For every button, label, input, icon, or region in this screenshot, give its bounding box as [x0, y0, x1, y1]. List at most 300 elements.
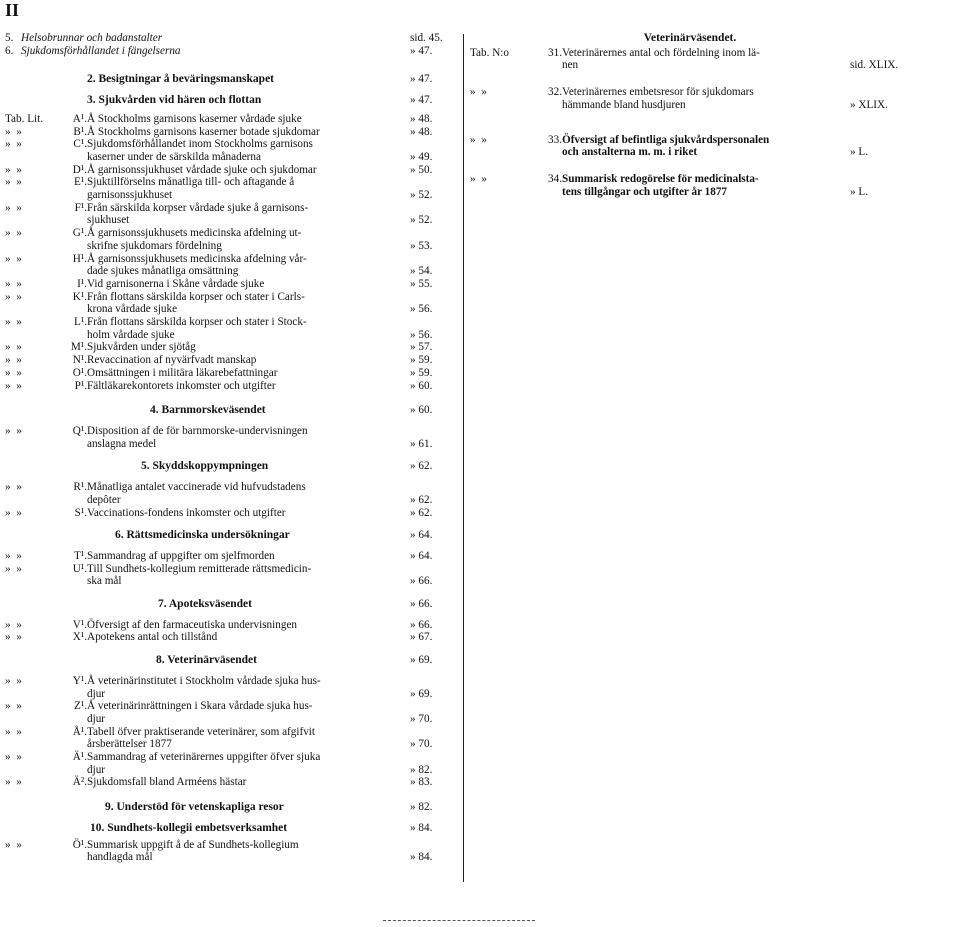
toc-entry [5, 563, 456, 588]
table-key: D¹. [72, 163, 87, 176]
spacer [5, 667, 456, 675]
table-ref [5, 202, 87, 215]
page-ref: » 66. [410, 575, 433, 588]
page-ref: » 62. [410, 506, 433, 519]
table-ref [5, 425, 87, 438]
section-heading [5, 654, 456, 667]
left-column [5, 32, 456, 864]
table-ref [5, 700, 87, 713]
spacer [5, 392, 456, 404]
table-ref [5, 550, 87, 563]
page-ref: » 61. [410, 437, 433, 450]
table-ref [5, 367, 87, 380]
entry-title [562, 134, 847, 159]
entry-title [87, 675, 407, 700]
table-prefix: » » [5, 562, 22, 575]
page-ref: » 50. [410, 163, 433, 176]
table-prefix: » » [5, 176, 22, 189]
toc-entry [5, 481, 456, 506]
table-prefix: » » [5, 631, 22, 644]
table-prefix: » » [5, 277, 22, 290]
table-key: T¹. [74, 549, 87, 562]
table-prefix: » » [5, 379, 22, 392]
spacer [5, 86, 456, 94]
table-prefix: Tab. N:o [470, 46, 509, 59]
toc-entry [5, 278, 456, 291]
table-prefix: » » [5, 838, 22, 851]
table-prefix: » » [5, 776, 22, 789]
entry-title [87, 253, 407, 278]
spacer [5, 611, 456, 619]
page-ref: » 48. [410, 125, 433, 138]
table-prefix: » » [5, 252, 22, 265]
entry-title [562, 47, 847, 72]
page-ref: sid. XLIX. [850, 59, 899, 72]
table-prefix: » » [5, 163, 22, 176]
toc-entry [5, 550, 456, 563]
table-ref [5, 341, 87, 354]
table-prefix: » » [5, 341, 22, 354]
section-heading [5, 822, 456, 835]
table-key: S¹. [74, 506, 87, 519]
entry-number: 5. [5, 32, 14, 44]
table-prefix: » » [5, 506, 22, 519]
entry-title-line: Från särskilda korpser vårdade sjuke å garnisons- [87, 201, 309, 214]
spacer [5, 588, 456, 598]
page-ref: » 52. [410, 214, 433, 227]
spacer [5, 519, 456, 529]
entry-title-line: och anstalterna m. m. i riket [562, 146, 698, 159]
table-key: M¹. [70, 341, 87, 354]
toc-entry [5, 202, 456, 227]
toc-entry [5, 380, 456, 393]
entry-title [87, 507, 407, 520]
table-prefix: » » [5, 674, 22, 687]
page-ref: » 56. [410, 303, 433, 316]
page-ref: » 57. [410, 341, 433, 354]
page-ref: » 69. [410, 687, 433, 700]
toc-entry [5, 253, 456, 278]
table-prefix: » » [5, 316, 22, 329]
page-ref: » L. [850, 185, 869, 198]
entry-title-line: Disposition af de för barnmorske-undervisningen [87, 424, 308, 437]
table-prefix: » » [5, 138, 22, 151]
table-key: B¹. [73, 125, 87, 138]
page-ref: » XLIX. [850, 98, 888, 111]
section-heading [5, 404, 456, 417]
entry-title [87, 202, 407, 227]
toc-entry [5, 126, 456, 139]
spacer [470, 198, 910, 212]
table-key: R¹. [73, 481, 87, 494]
entry-title [87, 550, 407, 563]
toc-entry [5, 354, 456, 367]
spacer [5, 644, 456, 654]
table-key: X¹. [72, 631, 87, 644]
table-key: Ä². [72, 776, 87, 789]
entry-title [87, 291, 407, 316]
entry-title-line: Sammandrag af uppgifter om sjelfmorden [87, 549, 275, 562]
table-key: Y¹. [72, 674, 87, 687]
table-key: Ä¹. [72, 751, 87, 764]
spacer [470, 112, 910, 134]
section-title: 4. Barnmorskeväsendet [150, 404, 266, 417]
page-ref: » 49. [410, 150, 433, 163]
table-key: E¹. [74, 176, 87, 189]
spacer [5, 417, 456, 425]
page-ref: » 59. [410, 366, 433, 379]
entry-title [87, 631, 407, 644]
entry-title-line: skrifne sjukdomars fördelning [87, 239, 222, 252]
table-prefix: » » [5, 424, 22, 437]
table-ref [5, 164, 87, 177]
toc-entry [5, 675, 456, 700]
toc-entry [5, 776, 456, 789]
table-ref [5, 839, 87, 852]
table-key: P¹. [74, 379, 87, 392]
entry-title-line: Till Sundhets-kollegium remitterade rättsmedicin- [87, 562, 312, 575]
entry-title-line: Öfversigt af befintliga sjukvårdspersonalen [562, 133, 770, 146]
section-heading [470, 32, 910, 45]
table-ref [5, 675, 87, 688]
table-key: 32. [548, 86, 562, 99]
page-ref: » 84. [410, 851, 433, 864]
entry-title [87, 700, 407, 725]
entry-title [87, 341, 407, 354]
table-prefix: » » [5, 354, 22, 367]
toc-entry [5, 45, 456, 58]
entry-title [87, 380, 407, 393]
page-ref: » 62. [410, 460, 433, 473]
page-ref: » 56. [410, 328, 433, 341]
entry-title-line: Revaccination af nyvärfvadt manskap [87, 354, 257, 367]
page-ref: » 84. [410, 821, 433, 834]
entry-title-line: Tabell öfver praktiserande veterinärer, som afgifvit [87, 725, 316, 738]
page-ref: » 70. [410, 738, 433, 751]
table-prefix: Tab. Lit. [5, 112, 44, 125]
page-label: II [5, 0, 20, 20]
table-ref [470, 134, 562, 147]
page-ref: » 54. [410, 265, 433, 278]
table-key: O¹. [72, 366, 87, 379]
page-ref: » 52. [410, 189, 433, 202]
toc-entry [5, 176, 456, 201]
table-key: Z¹. [74, 700, 87, 713]
entry-title [87, 316, 407, 341]
spacer [5, 57, 456, 73]
table-prefix: » » [5, 751, 22, 764]
page-ref: » 67. [410, 631, 433, 644]
section-title: Veterinärväsendet. [643, 32, 737, 44]
table-key: Å¹. [72, 725, 87, 738]
entry-title [87, 113, 407, 126]
section-title: 8. Veterinärväsendet [156, 654, 257, 667]
spacer [5, 473, 456, 481]
table-key: L¹. [74, 316, 87, 329]
table-ref [5, 776, 87, 789]
toc-entry [5, 138, 456, 163]
entry-title [87, 278, 407, 291]
toc-entry [470, 134, 910, 159]
table-ref [5, 751, 87, 764]
table-prefix: » » [470, 172, 487, 185]
table-ref [5, 291, 87, 304]
toc-entry [5, 367, 456, 380]
section-heading [5, 460, 456, 473]
toc-entry [470, 47, 910, 72]
entry-title-line: tens tillgångar och utgifter år 1877 [562, 185, 728, 198]
entry-title-line: Å garnisonssjukhusets medicinska afdelning vår- [87, 252, 307, 265]
table-ref [470, 47, 562, 60]
table-key: G¹. [72, 227, 87, 240]
entry-title-line: ska mål [87, 575, 122, 588]
entry-title [87, 367, 407, 380]
spacer [5, 789, 456, 801]
entry-title-line: Summarisk uppgift å de af Sundhets-kollegium [87, 838, 299, 851]
section-heading [5, 529, 456, 542]
entry-title [87, 563, 407, 588]
table-ref [5, 354, 87, 367]
entry-title-line: Å garnisonssjukhusets medicinska afdelning ut- [87, 227, 302, 240]
entry-title-line: handlagda mål [87, 851, 153, 864]
entry-title-line: djur [87, 763, 106, 776]
entry-title-line: nen [562, 59, 579, 72]
entry-title-line: Från flottans särskilda korpser och stater i Carls- [87, 290, 305, 303]
spacer [5, 450, 456, 460]
entry-title-line: Summarisk redogörelse för medicinalsta- [562, 172, 759, 185]
toc-entry [5, 726, 456, 751]
section-heading [5, 73, 456, 86]
page-ref: » 66. [410, 618, 433, 631]
entry-title [562, 86, 847, 111]
table-ref [5, 278, 87, 291]
page-ref: » 83. [410, 776, 433, 789]
column-divider [463, 34, 464, 882]
entry-title-line: Vaccinations-fondens inkomster och utgifter [87, 506, 286, 519]
section-title: 3. Sjukvården vid hären och flottan [87, 94, 262, 107]
toc-entry [5, 164, 456, 177]
entry-title [87, 164, 407, 177]
entry-title [87, 227, 407, 252]
entry-title: Sjukdomsförhållandet i fängelserna [21, 44, 181, 57]
entry-title-line: Å veterinärinrättningen i Skara vårdade sjuka hus- [87, 700, 313, 713]
entry-title-line: Veterinärernes antal och fördelning inom lä- [562, 46, 760, 59]
entry-title [87, 776, 407, 789]
page-ref: » 64. [410, 529, 433, 542]
entry-title [87, 425, 407, 450]
entry-title [87, 126, 407, 139]
toc-entry [5, 316, 456, 341]
entry-title [87, 176, 407, 201]
table-ref [5, 176, 87, 189]
entry-title-line: djur [87, 687, 106, 700]
page-ref: » 82. [410, 801, 433, 814]
entry-title-line: dade sjukes månatliga omsättning [87, 265, 239, 278]
entry-title-line: Vid garnisonerna i Skåne vårdade sjuke [87, 277, 265, 290]
page-ref: » 62. [410, 493, 433, 506]
spacer [470, 159, 910, 173]
toc-entry [470, 173, 910, 198]
table-ref [5, 507, 87, 520]
section-heading [5, 801, 456, 814]
entry-title-line: depôter [87, 493, 121, 506]
entry-title-line: årsberättelser 1877 [87, 738, 172, 751]
section-title: 9. Understöd för vetenskapliga resor [105, 801, 284, 814]
toc-entry [5, 291, 456, 316]
table-ref [5, 726, 87, 739]
toc-entry [5, 619, 456, 632]
table-key: F¹. [74, 201, 87, 214]
page-ref: » 70. [410, 712, 433, 725]
entry-title-line: holm vårdade sjuke [87, 328, 175, 341]
page-ref: » 47. [410, 73, 433, 86]
table-key: N¹. [72, 354, 87, 367]
section-title: 6. Rättsmedicinska undersökningar [115, 529, 290, 542]
table-ref [5, 380, 87, 393]
entry-title [87, 481, 407, 506]
table-prefix: » » [470, 86, 487, 99]
table-key: I¹. [77, 277, 87, 290]
entry-title [87, 619, 407, 632]
page-ref: sid. 45. [410, 32, 443, 44]
entry-title-line: Från flottans särskilda korpser och stater i Stock- [87, 316, 307, 329]
page-ref: » 69. [410, 654, 433, 667]
toc-entry [5, 425, 456, 450]
page-ref: » 47. [410, 44, 433, 57]
entry-title-line: krona vårdade sjuke [87, 303, 178, 316]
table-ref [5, 631, 87, 644]
page-ref: » 60. [410, 404, 433, 417]
toc-entry [5, 507, 456, 520]
table-key: V¹. [72, 618, 87, 631]
toc-entry [5, 631, 456, 644]
table-ref [470, 86, 562, 99]
table-key: A¹. [72, 112, 87, 125]
table-prefix: » » [5, 125, 22, 138]
section-heading [5, 94, 456, 107]
toc-entry [5, 839, 456, 864]
table-prefix: » » [5, 201, 22, 214]
page-ref: » 60. [410, 379, 433, 392]
entry-title-line: Öfversigt af den farmaceutiska undervisningen [87, 618, 298, 631]
section-title: 2. Besigtningar å beväringsmanskapet [87, 73, 275, 86]
entry-title [87, 751, 407, 776]
table-prefix: » » [5, 481, 22, 494]
table-ref [5, 619, 87, 632]
table-ref [470, 173, 562, 186]
section-title: 10. Sundhets-kollegii embetsverksamhet [90, 821, 288, 834]
table-key: 33. [548, 133, 562, 146]
table-ref [5, 138, 87, 151]
entry-title-line: hämmande bland husdjuren [562, 98, 686, 111]
page-ref: » 53. [410, 239, 433, 252]
entry-number: 6. [5, 44, 14, 57]
toc-entry [5, 751, 456, 776]
entry-title-line: Å Stockholms garnisons kaserner vårdade sjuke [87, 112, 302, 125]
entry-title [562, 173, 847, 198]
entry-title-line: Månatliga antalet vaccinerade vid hufvudstadens [87, 481, 306, 494]
entry-title-line: Apotekens antal och tillstånd [87, 631, 218, 644]
entry-title-line: Veterinärernes embetsresor för sjukdomars [562, 86, 754, 99]
table-prefix: » » [5, 549, 22, 562]
footer-rule [383, 920, 535, 922]
entry-title-line: Sjukdomsförhållandet inom Stockholms garnisons [87, 138, 313, 151]
section-heading [5, 598, 456, 611]
table-ref [5, 113, 87, 126]
table-ref [5, 316, 87, 329]
page-ref: » 47. [410, 94, 433, 107]
table-prefix: » » [5, 618, 22, 631]
spacer [5, 814, 456, 822]
toc-entry [5, 32, 456, 45]
table-key: C¹. [73, 138, 87, 151]
table-key: K¹. [72, 290, 87, 303]
entry-title-line: Sjukvården under sjötåg [87, 341, 196, 354]
toc-entry [5, 227, 456, 252]
table-ref [5, 563, 87, 576]
table-ref [5, 126, 87, 139]
entry-title [87, 138, 407, 163]
entry-title-line: sjukhuset [87, 214, 130, 227]
page-ref: » 55. [410, 277, 433, 290]
page-ref: » 82. [410, 763, 433, 776]
section-title: 5. Skyddskoppympningen [141, 460, 269, 473]
entry-title-line: Å veterinärinstitutet i Stockholm vårdade sjuka hus- [87, 674, 321, 687]
toc-entry [5, 700, 456, 725]
entry-title: Helsobrunnar och badanstalter [21, 32, 163, 44]
entry-title-line: kaserner under de särskilda månaderna [87, 150, 261, 163]
spacer [470, 72, 910, 86]
toc-entry [5, 113, 456, 126]
table-ref [5, 253, 87, 266]
page-ref: » 64. [410, 549, 433, 562]
page-ref: » 48. [410, 112, 433, 125]
entry-title-line: Fältläkarekontorets inkomster och utgifter [87, 379, 276, 392]
entry-title-line: djur [87, 712, 106, 725]
entry-title-line: Sammandrag af veterinärernes uppgifter öfver sjuka [87, 751, 321, 764]
table-prefix: » » [470, 133, 487, 146]
right-column [470, 32, 910, 212]
table-key: Q¹. [72, 424, 87, 437]
table-prefix: » » [5, 366, 22, 379]
entry-title-line: Sjuktillförselns månatliga till- och aftagande å [87, 176, 295, 189]
table-key: 31. [548, 46, 562, 59]
table-prefix: » » [5, 725, 22, 738]
table-ref [5, 227, 87, 240]
entry-title [87, 354, 407, 367]
entry-title-line: Å Stockholms garnisons kaserner botade sjukdomar [87, 125, 320, 138]
entry-title-line: Omsättningen i militära läkarebefattningar [87, 366, 278, 379]
page-ref: » 66. [410, 598, 433, 611]
toc-entry [5, 341, 456, 354]
section-title: 7. Apoteksväsendet [158, 598, 252, 611]
table-prefix: » » [5, 290, 22, 303]
table-ref [5, 481, 87, 494]
toc-entry [470, 86, 910, 111]
table-key: U¹. [72, 562, 87, 575]
entry-title [87, 839, 407, 864]
entry-title-line: Å garnisonssjukhuset vårdade sjuke och sjukdomar [87, 163, 317, 176]
page-ref: » 59. [410, 354, 433, 367]
table-key: H¹. [72, 252, 87, 265]
entry-title-line: garnisonssjukhuset [87, 189, 173, 202]
table-key: 34. [548, 172, 562, 185]
page-ref: » L. [850, 146, 869, 159]
table-prefix: » » [5, 227, 22, 240]
entry-title [87, 726, 407, 751]
entry-title-line: Sjukdomsfall bland Arméens hästar [87, 776, 247, 789]
table-prefix: » » [5, 700, 22, 713]
